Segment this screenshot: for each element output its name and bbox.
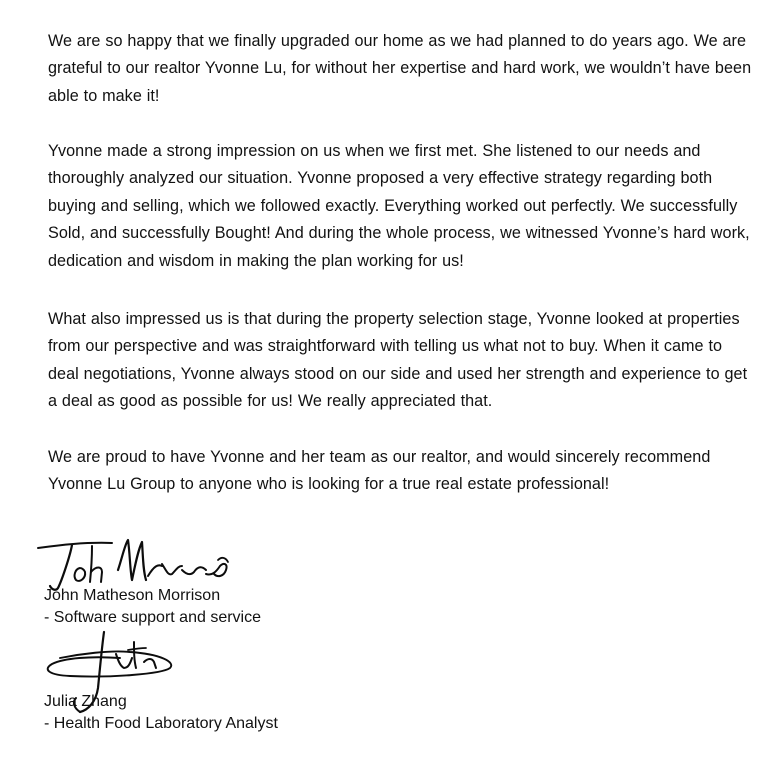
signatory-role: - Software support and service [44, 609, 261, 626]
letter-paragraph: What also impressed us is that during the property selection stage, Yvonne looked at properties from our perspective and was straightforward with telling us what not to buy. When it came to deal negotiations, Yvonne always stood on our side and used her strength and experience to get a deal as good as possible for us! We really appreciated that. [48, 310, 748, 411]
letter-paragraph: We are proud to have Yvonne and her team as our realtor, and would sincerely recommend Yvonne Lu Group to anyone who is looking for a true real estate professional! [48, 448, 711, 494]
signatory-name: John Matheson Morrison [44, 587, 221, 604]
letter-paragraph: We are so happy that we finally upgraded our home as we had planned to do years ago. We are grateful to our realtor Yvonne Lu, for without her expertise and hard work, we wouldn’t have been able to make it! [48, 32, 752, 105]
letter-paragraph: Yvonne made a strong impression on us when we first met. She listened to our needs and thoroughly analyzed our situation. Yvonne proposed a very effective strategy regarding both buying and selling, which we followed exactly. Everything worked out perfectly. We successfully Sold, and successfully Bought! And during the whole process, we witnessed Yvonne’s hard work, dedication and wisdom in making the plan working for us! [48, 142, 750, 270]
signatory-role: - Health Food Laboratory Analyst [44, 715, 278, 732]
signatory-name: Julia Zhang [44, 693, 127, 710]
